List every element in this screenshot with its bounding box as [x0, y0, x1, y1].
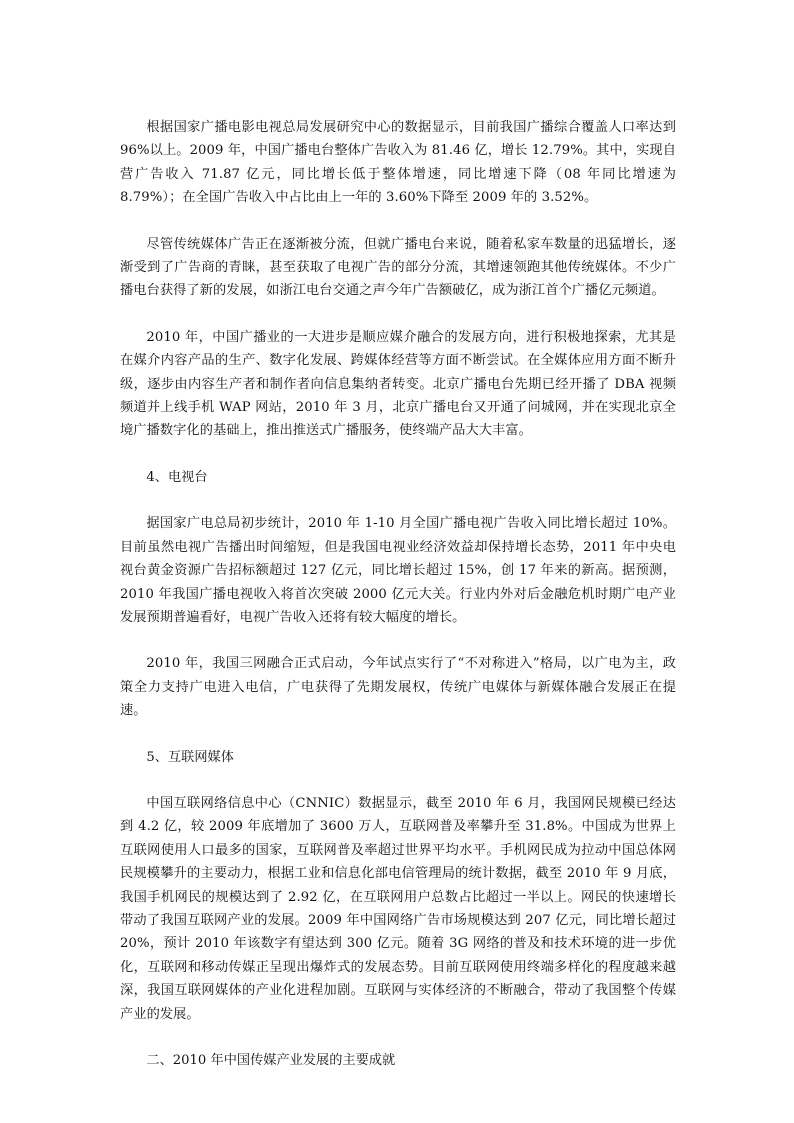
paragraph-internet-stats: 中国互联网络信息中心（CNNIC）数据显示，截至 2010 年 6 月，我国网民规模已经达到 4.2 亿，较 2009 年底增加了 3600 万人，互联网普及率攀升至 31.8%。中国成为世界上互联网使用人口最多的国家，互联网普及率超过世界平均水平。手机网民成为拉动中国总体网民规模攀升的主要动力，根据工业和信息化部电信管理局的统计数据，截至 2010 年 9 月底，我国手机网民的规模达到了 2.92 亿，在互联网用户总数占比超过一半以上。网民的快速增长带动了我国互联网产业的发展。2009 年中国网络广告市场规模达到 207 亿元，同比增长超过 20%，预计 2010 年该数字有望达到 300 亿元。随着 3G 网络的普及和技术环境的进一步优化，互联网和移动传媒正呈现出爆炸式的发展态势。目前互联网使用终端多样化的程度越来越深，我国互联网媒体的产业化进程加剧。互联网与实体经济的不断融合，带动了我国整个传媒产业的发展。 [120, 795, 676, 1022]
paragraph-tri-network: 2010 年，我国三网融合正式启动，今年试点实行了“不对称进入”格局，以广电为主，政策全力支持广电进入电信，广电获得了先期发展权，传统广电媒体与新媒体融合发展正在提速。 [120, 656, 676, 719]
paragraph-tv-revenue: 据国家广电总局初步统计，2010 年 1-10 月全国广播电视广告收入同比增长超过 10%。目前虽然电视广告播出时间缩短，但是我国电视业经济效益却保持增长态势，2011 年中央电视台黄金资源广告招标额超过 127 亿元，同比增长超过 15%，创 17 年来的新高。据预测，2010 年我国广播电视收入将首次突破 2000 亿元大关。行业内外对后金融危机时期广电产业发展预期普遍看好，电视广告收入还将有较大幅度的增长。 [120, 516, 676, 625]
document-page [120, 116, 676, 1095]
section-heading-tv: 4、电视台 [146, 469, 208, 485]
section-heading-internet: 5、互联网媒体 [146, 749, 234, 765]
paragraph-radio-convergence: 2010 年，中国广播业的一大进步是顺应媒介融合的发展方向，进行积极地探索，尤其是在媒介内容产品的生产、数字化发展、跨媒体经营等方面不断尝试。在全媒体应用方面不断升级，逐步由内容生产者和制作者向信息集纳者转变。北京广播电台先期已经开播了 DBA 视频频道并上线手机 WAP 网站，2010 年 3 月，北京广播电台又开通了问城网，并在实现北京全境广播数字化的基础上，推出推送式广播服务，使终端产品大大丰富。 [120, 329, 676, 439]
paragraph-radio-growth: 尽管传统媒体广告正在逐渐被分流，但就广播电台来说，随着私家车数量的迅猛增长，逐渐受到了广告商的青睐，甚至获取了电视广告的部分分流，其增速领跑其他传统媒体。不少广播电台获得了新的发展，如浙江电台交通之声今年广告额破亿，成为浙江首个广播亿元频道。 [120, 236, 676, 299]
paragraph-radio-coverage: 根据国家广播电影电视总局发展研究中心的数据显示，目前我国广播综合覆盖人口率达到 96%以上。2009 年，中国广播电台整体广告收入为 81.46 亿，增长 12.79%。其中，实现自营广告收入 71.87 亿元，同比增长低于整体增速，同比增速下降（08 年同比增速为 8.79%）；在全国广告收入中占比由上一年的 3.60%下降至 2009 年的 3.52%。 [120, 120, 676, 206]
section-heading-achievements: 二、2010 年中国传媒产业发展的主要成就 [146, 1053, 396, 1068]
